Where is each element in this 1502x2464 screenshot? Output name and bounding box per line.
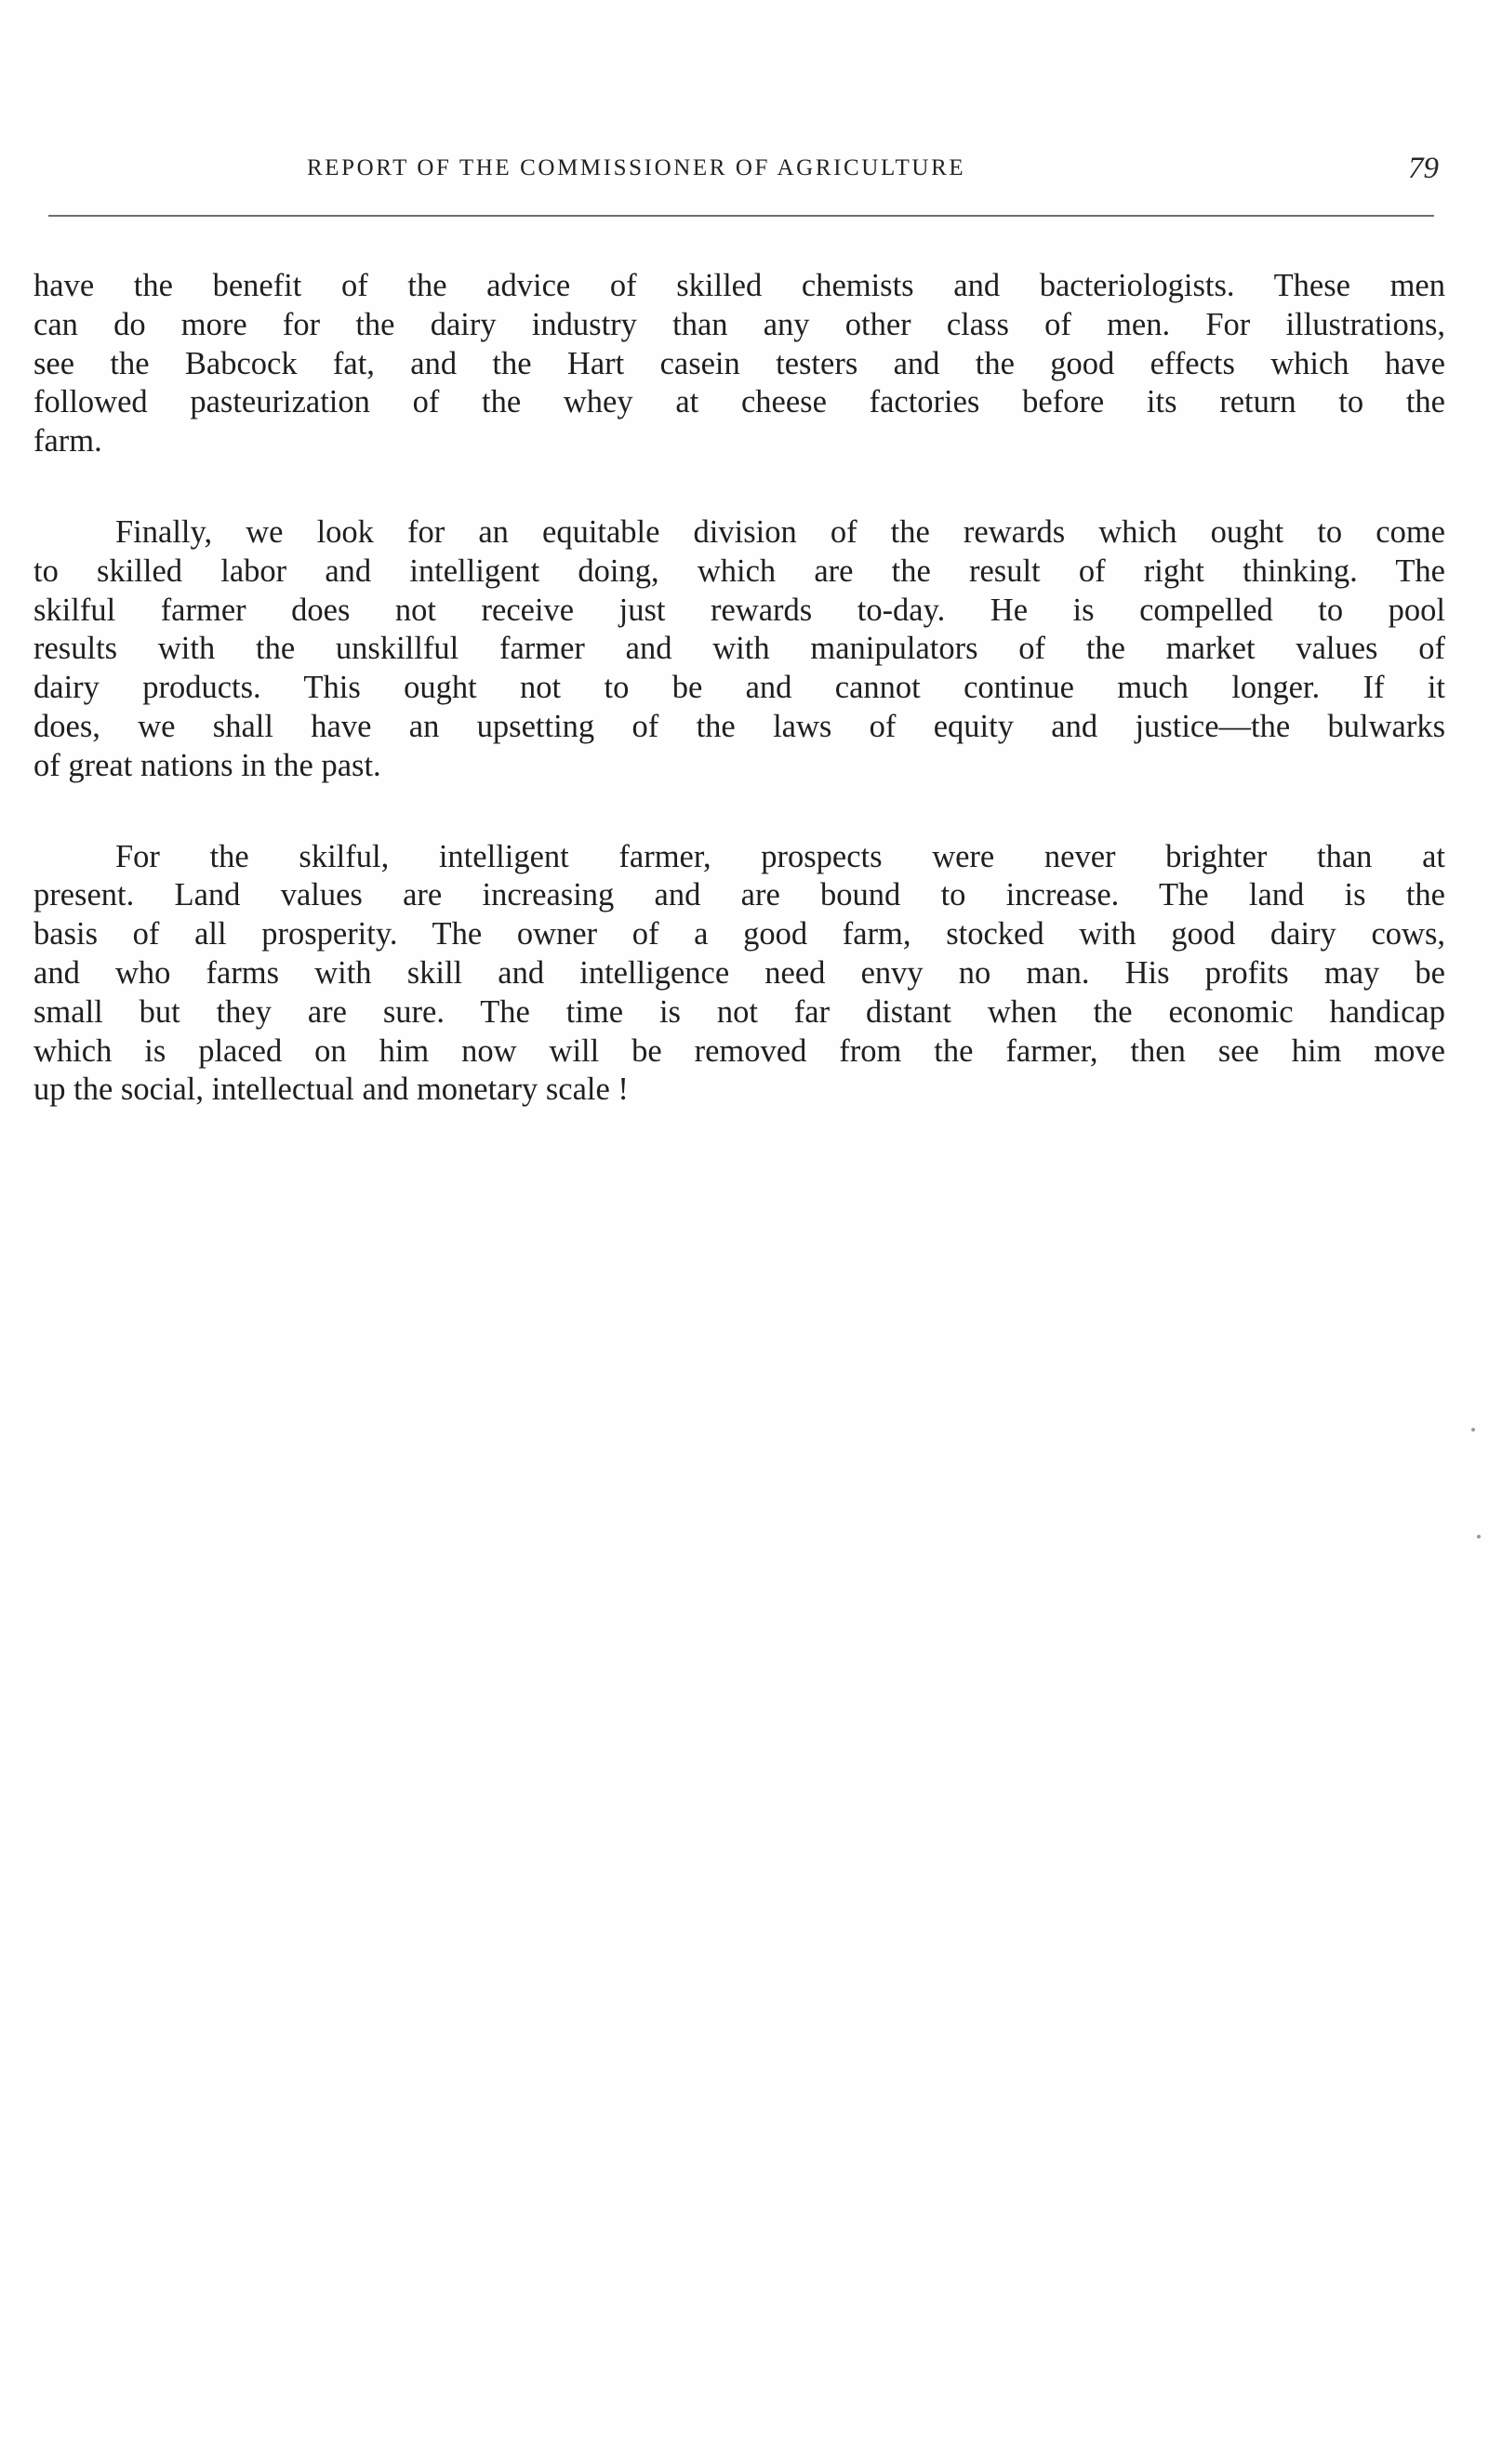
text-line: does, we shall have an upsetting of the laws of equity and justice—the bulwarks [33, 708, 1445, 744]
text-line: skilful farmer does not receive just rewards to-day. He is compelled to pool [33, 592, 1445, 628]
text-line: Finally, we look for an equitable division of the rewards which ought to come [115, 513, 1445, 550]
text-line: small but they are sure. The time is not far distant when the economic handicap [33, 993, 1445, 1030]
paragraph-1 [33, 267, 1445, 461]
text-line: of great nations in the past. [33, 747, 381, 783]
text-line: can do more for the dairy industry than any other class of men. For illustrations, [33, 306, 1445, 342]
text-line: For the skilful, intelligent farmer, prospects were never brighter than at [115, 838, 1445, 874]
text-line: and who farms with skill and intelligence need envy no man. His profits may be [33, 954, 1445, 991]
body-text [33, 267, 1445, 1162]
text-line: followed pasteurization of the whey at cheese factories before its return to the [33, 384, 1445, 420]
text-line: basis of all prosperity. The owner of a good farm, stocked with good dairy cows, [33, 916, 1445, 952]
running-head [0, 154, 1502, 192]
scan-speck [1477, 1535, 1481, 1538]
paragraph-3 [33, 838, 1445, 1111]
text-line: farm. [33, 423, 102, 460]
text-line: see the Babcock fat, and the Hart casein testers and the good effects which have [33, 345, 1445, 381]
text-line: to skilled labor and intelligent doing, which are the result of right thinking. The [33, 553, 1445, 589]
text-line: results with the unskillful farmer and with manipulators of the market values of [33, 631, 1445, 667]
scan-speck [1471, 1428, 1475, 1432]
text-line: dairy products. This ought not to be and cannot continue much longer. If it [33, 670, 1445, 706]
text-line: have the benefit of the advice of skilled chemists and bacteriologists. These men [33, 268, 1445, 303]
text-line: up the social, intellectual and monetary scale ! [33, 1072, 629, 1108]
header-rule [48, 215, 1434, 217]
text-line: present. Land values are increasing and are bound to increase. The land is the [33, 877, 1445, 913]
running-title: REPORT OF THE COMMISSIONER OF AGRICULTURE [307, 155, 966, 180]
text-line: which is placed on him now will be removed from the farmer, then see him move [33, 1032, 1445, 1069]
paragraph-2 [33, 513, 1445, 786]
page-number: 79 [1408, 152, 1439, 185]
